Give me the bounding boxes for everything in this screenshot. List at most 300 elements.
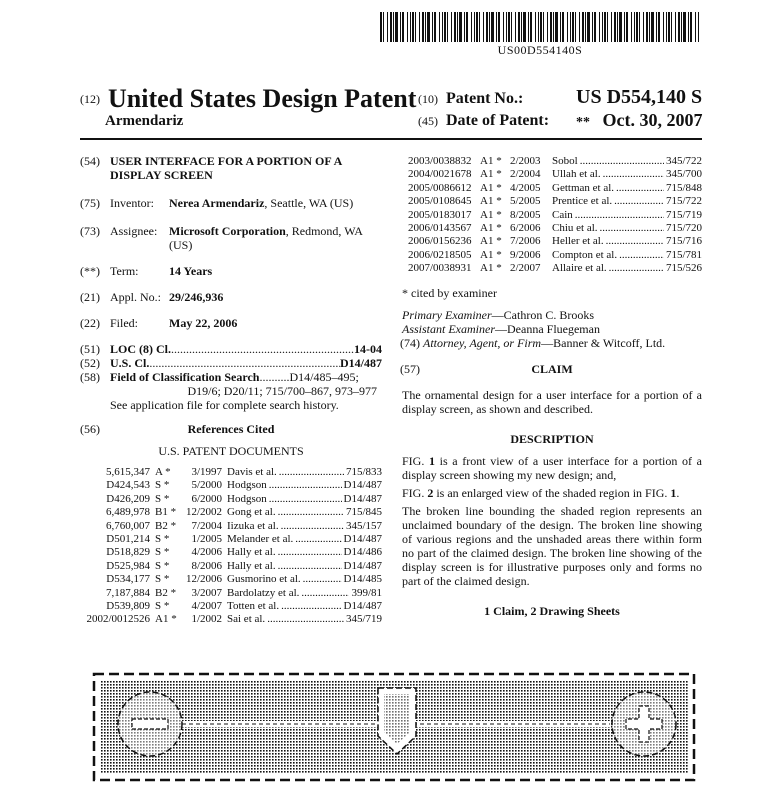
title-line-1: USER INTERFACE FOR A PORTION OF A (110, 154, 343, 168)
reference-number: 6,489,978 (106, 506, 150, 519)
reference-row (402, 195, 702, 208)
reference-kind: B2 * (155, 586, 177, 599)
broken-line-description: The broken line bounding the shaded region represents an unclaimed boundary of the design. The broken line showing of various regions and the unshaded areas there within form no part of the claimed design. The broken line showing of the display screen is for illustrative purposes only and forms no part of the claimed design. (402, 504, 702, 588)
design-drawing (92, 672, 696, 784)
term-label: Term: (110, 264, 139, 278)
appl-no-label: Appl. No.: (110, 290, 161, 304)
barcode-bar (523, 12, 526, 42)
fig-number: 2 (427, 486, 434, 500)
filed-value: May 22, 2006 (169, 316, 238, 330)
barcode-bar (587, 12, 590, 42)
reference-row (80, 546, 382, 559)
barcode-bar (479, 12, 480, 42)
barcode-bar (528, 12, 529, 42)
barcode-bar (457, 12, 458, 42)
reference-number: 2007/0038931 (408, 262, 472, 275)
barcode-bar (663, 12, 664, 42)
barcode-bar (575, 12, 576, 42)
barcode-bar (521, 12, 522, 42)
field-code: (74) (400, 336, 420, 350)
barcode-bar (454, 12, 456, 42)
field-code-45: (45) (418, 114, 438, 128)
reference-number: 5,615,347 (106, 466, 150, 478)
reference-row (80, 587, 382, 600)
us-cl-value: D14/487 (340, 356, 382, 370)
reference-name: Ullah et al. ..... 345/700 (552, 168, 702, 181)
term-value: 14 Years (169, 264, 213, 278)
description-title: DESCRIPTION (510, 432, 594, 446)
reference-class: 345/700 (665, 168, 702, 181)
barcode-bar (498, 12, 500, 42)
reference-number: D539,809 (106, 600, 150, 612)
references-subtitle: U.S. PATENT DOCUMENTS (158, 444, 304, 458)
reference-kind: S * (155, 546, 170, 559)
reference-row (402, 209, 702, 222)
barcode-bar (427, 12, 430, 42)
field-code: (54) (80, 154, 100, 168)
fig-text-end: . (676, 486, 680, 500)
reference-date: 12/2006 (185, 573, 222, 586)
reference-class: D14/487 (343, 559, 382, 572)
reference-name: Gong et al. ..... 715/845 (227, 506, 382, 519)
barcode-bar (614, 12, 616, 42)
barcode-bar (666, 12, 667, 42)
assignee-name: Microsoft Corporation (169, 224, 286, 238)
reference-name: Gusmorino et al. ..... D14/485 (227, 573, 382, 586)
reference-kind: A1 * (480, 222, 502, 234)
barcode-bar (585, 12, 586, 42)
reference-class: 715/716 (665, 235, 702, 248)
barcode-bar (515, 12, 516, 42)
field-code: (52) (80, 356, 100, 370)
reference-number: 2006/0156236 (408, 235, 472, 248)
header-rule (80, 138, 702, 140)
classification-label: Field of Classification Search (110, 370, 260, 384)
reference-number: D525,984 (106, 559, 150, 572)
barcode-bar (668, 12, 670, 42)
reference-kind: A1 * (480, 262, 502, 275)
barcode-bar (383, 12, 384, 42)
barcode-bar (407, 12, 408, 42)
barcode-bar (425, 12, 426, 42)
fig-number: 1 (428, 454, 435, 468)
assistant-examiner-label: Assistant Examiner (402, 322, 495, 336)
reference-number: 2005/0108645 (408, 195, 472, 208)
reference-name: Iizuka et al. ..... 345/157 (227, 520, 382, 533)
barcode-bar (434, 12, 436, 42)
reference-name: Allaire et al. ..... 715/526 (552, 262, 702, 275)
claim-text: The ornamental design for a user interface for a portion of a display screen, as shown and described. (402, 388, 702, 416)
reference-kind: A1 * (480, 248, 502, 261)
reference-number: D426,209 (106, 492, 150, 505)
barcode-bar (483, 12, 484, 42)
barcode-bar (464, 12, 465, 42)
reference-name: Hodgson ..... D14/487 (227, 479, 382, 492)
reference-class: 345/157 (345, 519, 382, 532)
barcode-bar (459, 12, 462, 42)
fig-text: is a front view of a user interface for a portion of a display screen showing my new design; and, (402, 454, 702, 482)
barcode-bar (611, 12, 612, 42)
barcode-bar (432, 12, 433, 42)
field-code: (51) (80, 342, 100, 356)
reference-date: 5/2000 (191, 479, 222, 492)
barcode-bar (698, 12, 699, 42)
minus-icon (118, 692, 182, 756)
reference-kind: A1 * (480, 181, 502, 194)
reference-date: 8/2005 (510, 208, 541, 221)
reference-class: D14/487 (343, 479, 382, 492)
cited-by-examiner: * cited by examiner (402, 286, 497, 300)
barcode-bar (402, 12, 404, 42)
barcode-bar (594, 12, 596, 42)
attorney-label: Attorney, Agent, or Firm (423, 336, 542, 350)
loc-value: 14-04 (354, 342, 382, 356)
barcode-bar (410, 12, 411, 42)
field-code: (58) (80, 370, 100, 384)
fig-ref: 1 (670, 486, 677, 500)
reference-name: Chiu et al. ..... 715/720 (552, 222, 702, 235)
date-of-patent (576, 110, 702, 131)
inventor-location: , Seattle, WA (US) (264, 196, 354, 210)
date-stars: ** (576, 115, 590, 130)
reference-date: 2/2004 (510, 168, 541, 181)
reference-class: 715/845 (345, 506, 382, 519)
primary-examiner (402, 308, 702, 322)
reference-number: 2005/0086612 (408, 181, 472, 194)
barcode-bar (636, 12, 638, 42)
reference-name: Compton et al. ..... 715/781 (552, 249, 702, 262)
field-code: (56) (80, 422, 100, 436)
barcode-bar (447, 12, 448, 42)
reference-row (80, 560, 382, 573)
barcode-bar (400, 12, 401, 42)
barcode-bar (387, 12, 388, 42)
barcode (380, 12, 700, 42)
reference-kind: A1 * (480, 195, 502, 208)
barcode-bar (535, 12, 536, 42)
reference-number: D518,829 (106, 546, 150, 559)
barcode-bar (439, 12, 440, 42)
appl-no-value: 29/246,936 (169, 290, 224, 304)
field-code: (21) (80, 290, 100, 304)
claim-code: (57) (400, 362, 420, 376)
barcode-bar (511, 12, 512, 42)
filed-label: Filed: (110, 316, 139, 330)
barcode-bar (634, 12, 635, 42)
barcode-bar (607, 12, 608, 42)
assistant-examiner-name: —Deanna Fluegeman (495, 322, 600, 336)
attorney (400, 336, 700, 350)
reference-number: 2002/0012526 (86, 613, 150, 626)
reference-name: Prentice et al. ..... 715/722 (552, 195, 702, 208)
barcode-bar (643, 12, 644, 42)
reference-row (402, 222, 702, 235)
reference-name: Bardolatzy et al. ..... 399/81 (227, 587, 382, 600)
reference-date: 4/2005 (510, 181, 541, 194)
reference-class: 345/722 (665, 155, 702, 167)
inventor-name: Nerea Armendariz (169, 196, 265, 210)
reference-number: 7,187,884 (106, 586, 150, 599)
reference-row (80, 573, 382, 586)
barcode-bar (540, 12, 542, 42)
barcode-bar (592, 12, 593, 42)
reference-row (402, 249, 702, 262)
barcode-bar (503, 12, 504, 42)
reference-kind: A1 * (480, 155, 502, 167)
barcode-bar (617, 12, 618, 42)
primary-examiner-label: Primary Examiner (402, 308, 492, 322)
assignee-country: (US) (169, 238, 193, 252)
barcode-number: US00D554140S (497, 43, 583, 57)
barcode-bar (518, 12, 520, 42)
reference-number: 2006/0218505 (408, 248, 472, 261)
reference-class: 345/719 (345, 613, 382, 626)
barcode-bar (602, 12, 603, 42)
reference-kind: S * (155, 600, 170, 612)
barcode-bar (419, 12, 420, 42)
barcode-bar (553, 12, 554, 42)
barcode-bar (489, 12, 490, 42)
claim-title: CLAIM (531, 362, 573, 376)
document-title-block (80, 84, 416, 114)
barcode-bar (690, 12, 692, 42)
field-code: (73) (80, 224, 100, 238)
barcode-bar (624, 12, 625, 42)
barcode-bar (476, 12, 478, 42)
reference-date: 8/2006 (191, 559, 222, 572)
date-of-patent-label (418, 112, 549, 130)
reference-row (80, 520, 382, 533)
barcode-bar (390, 12, 392, 42)
reference-class: 715/833 (345, 466, 382, 478)
loc-label: LOC (8) Cl. (110, 342, 171, 356)
barcode-bar (646, 12, 648, 42)
barcode-bar (466, 12, 468, 42)
header-inventor: Armendariz (105, 113, 184, 129)
reference-kind: A1 * (480, 235, 502, 248)
field-58-line2 (80, 384, 377, 398)
field-code: (22) (80, 316, 100, 330)
barcode-bar (380, 12, 382, 42)
reference-row (402, 182, 702, 195)
title-line-2: DISPLAY SCREEN (110, 168, 213, 182)
fig-label: FIG. (402, 486, 428, 500)
reference-row (80, 479, 382, 492)
barcode-bar (599, 12, 600, 42)
reference-date: 12/2002 (185, 506, 222, 519)
barcode-bar (570, 12, 571, 42)
barcode-bar (412, 12, 414, 42)
assignee-location: , Redmond, WA (285, 224, 363, 238)
claims-and-sheets: 1 Claim, 2 Drawing Sheets (484, 604, 620, 618)
barcode-bar (651, 12, 654, 42)
reference-name: Hally et al. ..... D14/486 (227, 546, 382, 559)
fig-label: FIG. (402, 454, 429, 468)
reference-date: 7/2004 (191, 519, 222, 532)
reference-class: D14/486 (343, 546, 382, 559)
barcode-bar (678, 12, 680, 42)
reference-class: 715/526 (665, 262, 702, 275)
barcode-bar (415, 12, 416, 42)
reference-kind: A1 * (480, 208, 502, 221)
inventor-label: Inventor: (110, 196, 154, 210)
barcode-bar (604, 12, 606, 42)
reference-row (402, 235, 702, 248)
barcode-bar (508, 12, 510, 42)
plus-icon (612, 692, 676, 756)
reference-kind: S * (155, 573, 170, 586)
reference-class: 715/719 (665, 208, 702, 221)
barcode-bar (486, 12, 488, 42)
reference-kind: S * (155, 492, 170, 505)
reference-class: 399/81 (351, 586, 382, 599)
reference-date: 1/2005 (191, 533, 222, 545)
barcode-bar (560, 12, 561, 42)
barcode-bar (579, 12, 580, 42)
reference-class: 715/722 (665, 195, 702, 208)
reference-class: 715/848 (665, 181, 702, 194)
barcode-bar (422, 12, 424, 42)
barcode-bar (658, 12, 660, 42)
barcode-bar (562, 12, 564, 42)
reference-date: 6/2000 (191, 492, 222, 505)
barcode-bar (626, 12, 628, 42)
barcode-bar (491, 12, 494, 42)
barcode-bar (639, 12, 640, 42)
barcode-bar (555, 12, 558, 42)
reference-row (80, 533, 382, 546)
patent-no-label: Patent No.: (446, 90, 524, 107)
barcode-bar (451, 12, 452, 42)
reference-name: Davis et al. ..... 715/833 (227, 466, 382, 479)
barcode-bar (444, 12, 446, 42)
classification-line-2: D19/6; D20/11; 715/700–867, 973–977 (187, 384, 377, 398)
reference-number: D424,543 (106, 479, 150, 492)
reference-name: Cain ..... 715/719 (552, 209, 702, 222)
reference-number: D534,177 (106, 573, 150, 586)
reference-number: 2006/0143567 (408, 222, 472, 234)
primary-examiner-name: —Cathron C. Brooks (491, 308, 594, 322)
reference-date: 2/2003 (510, 155, 541, 167)
reference-date: 2/2007 (510, 262, 541, 275)
reference-row (80, 600, 382, 613)
reference-kind: A1 * (480, 168, 502, 181)
barcode-bar (631, 12, 632, 42)
barcode-bar (543, 12, 544, 42)
reference-name: Sobol ..... 345/722 (552, 155, 702, 168)
barcode-bar (395, 12, 398, 42)
reference-date: 4/2006 (191, 546, 222, 559)
fig-1-description (402, 454, 702, 482)
reference-kind: A * (155, 466, 171, 478)
reference-kind: S * (155, 559, 170, 572)
reference-kind: S * (155, 533, 170, 545)
reference-number: 2005/0183017 (408, 208, 472, 221)
reference-date: 6/2006 (510, 222, 541, 234)
barcode-bar (538, 12, 539, 42)
assistant-examiner (402, 322, 702, 336)
field-code: (**) (80, 264, 100, 278)
patent-number-label (418, 90, 523, 108)
reference-class: 715/781 (665, 248, 702, 261)
reference-row (80, 506, 382, 519)
references-title: References Cited (187, 422, 275, 436)
reference-name: Gettman et al. ..... 715/848 (552, 182, 702, 195)
reference-row (80, 613, 382, 626)
reference-number: 2004/0021678 (408, 168, 472, 181)
reference-class: D14/487 (343, 533, 382, 545)
reference-row (402, 262, 702, 275)
reference-row (402, 155, 702, 168)
reference-date: 3/2007 (191, 586, 222, 599)
date-label: Date of Patent: (446, 112, 550, 129)
reference-number: D501,214 (106, 533, 150, 545)
reference-class: D14/487 (343, 600, 382, 612)
reference-name: Heller et al. ..... 715/716 (552, 235, 702, 248)
reference-kind: A1 * (155, 613, 177, 626)
reference-class: D14/485 (343, 573, 382, 586)
reference-name: Totten et al. ..... D14/487 (227, 600, 382, 613)
classification-note: See application file for complete search history. (110, 398, 339, 412)
reference-number: 2003/0038832 (408, 155, 472, 167)
field-code: (75) (80, 196, 100, 210)
reference-name: Sai et al. ..... 345/719 (227, 613, 382, 626)
reference-kind: S * (155, 479, 170, 492)
reference-date: 7/2006 (510, 235, 541, 248)
barcode-bar (572, 12, 574, 42)
date-value: Oct. 30, 2007 (602, 110, 703, 130)
barcode-bar (506, 12, 507, 42)
reference-row (80, 466, 382, 479)
us-cl-label: U.S. Cl. (110, 356, 150, 370)
assignee-label: Assignee: (110, 224, 158, 238)
reference-kind: B2 * (155, 519, 177, 532)
reference-class: D14/487 (343, 492, 382, 505)
reference-date: 4/2007 (191, 600, 222, 612)
reference-date: 5/2005 (510, 195, 541, 208)
attorney-name: —Banner & Witcoff, Ltd. (541, 336, 666, 350)
barcode-bar (567, 12, 568, 42)
document-title: United States Design Patent (108, 84, 417, 113)
barcode-bar (649, 12, 650, 42)
reference-name: Hodgson ..... D14/487 (227, 493, 382, 506)
barcode-bar (547, 12, 548, 42)
reference-date: 9/2006 (510, 248, 541, 261)
barcode-bar (656, 12, 657, 42)
patent-number: US D554,140 S (576, 86, 703, 108)
reference-number: 6,760,007 (106, 519, 150, 532)
barcode-bar (681, 12, 682, 42)
field-code-12: (12) (80, 91, 100, 106)
reference-name: Hally et al. ..... D14/487 (227, 560, 382, 573)
barcode-bar (393, 12, 394, 42)
barcode-bar (688, 12, 689, 42)
fig-text: is an enlarged view of the shaded region in FIG. (433, 486, 671, 500)
reference-kind: B1 * (155, 506, 177, 519)
barcode-bar (671, 12, 672, 42)
barcode-bar (550, 12, 552, 42)
barcode-bar (442, 12, 443, 42)
barcode-bar (695, 12, 696, 42)
reference-date: 1/2002 (191, 613, 222, 626)
barcode-bar (675, 12, 676, 42)
reference-name: Melander et al. ..... D14/487 (227, 533, 382, 546)
reference-row (80, 493, 382, 506)
barcode-bar (530, 12, 532, 42)
barcode-bar (619, 12, 622, 42)
reference-row (402, 168, 702, 181)
barcode-bar (496, 12, 497, 42)
